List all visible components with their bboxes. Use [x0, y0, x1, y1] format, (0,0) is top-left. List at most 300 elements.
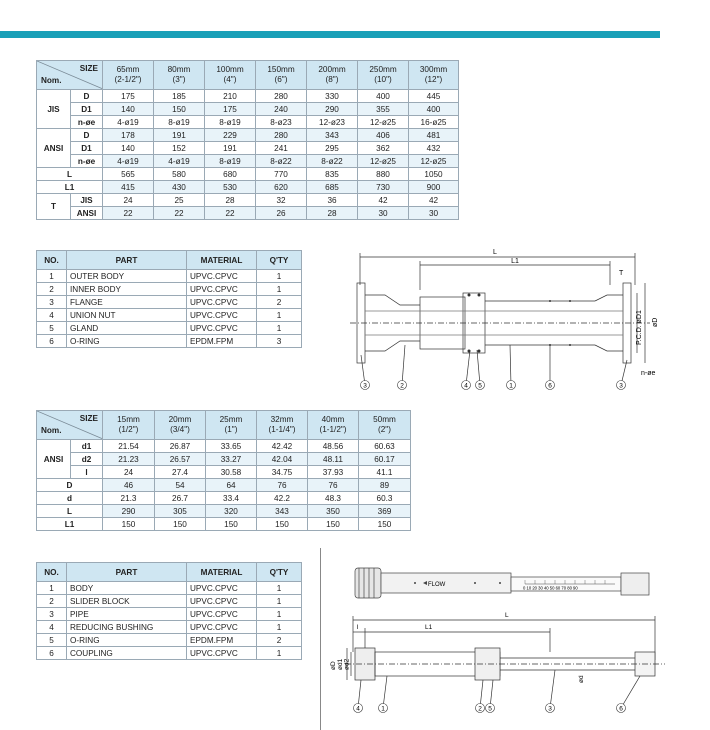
table-cell: 406 [358, 129, 409, 142]
table-cell: 880 [358, 168, 409, 181]
table-cell: 3 [257, 335, 302, 348]
table-cell: 1 [257, 270, 302, 283]
table-cell: 5 [37, 322, 67, 335]
table-cell: 28 [205, 194, 256, 207]
table-cell: 4 [37, 309, 67, 322]
table-cell: 355 [358, 103, 409, 116]
table-row [37, 181, 459, 194]
table-cell: 280 [256, 90, 307, 103]
size-header [155, 411, 206, 440]
table-cell: 320 [206, 505, 257, 518]
group-label-D: D [37, 479, 103, 492]
group-label-L: L [37, 505, 103, 518]
table-row [37, 335, 302, 348]
table-cell: 21.23 [103, 453, 155, 466]
nom-label: Nom. [41, 76, 62, 85]
table-row [37, 142, 459, 155]
table-row [37, 322, 302, 335]
table-cell: 770 [256, 168, 307, 181]
table-cell: UPVC.CPVC [187, 608, 257, 621]
table-cell: 350 [308, 505, 359, 518]
table-cell: 680 [205, 168, 256, 181]
table-cell: (1") [224, 425, 238, 434]
table-cell: (8") [325, 75, 339, 84]
table-cell: 33.27 [206, 453, 257, 466]
table-cell: 4-ø19 [103, 116, 154, 129]
table-cell: 241 [256, 142, 307, 155]
size-header [359, 411, 411, 440]
table-cell: 150 [308, 518, 359, 531]
table-cell: O-RING [67, 335, 187, 348]
size-label: SIZE [79, 414, 98, 423]
table-cell: (4") [223, 75, 237, 84]
dim-ne-label: n-øe [641, 370, 656, 377]
row-label: d2 [71, 453, 103, 466]
table-row [37, 608, 302, 621]
size-header [103, 411, 155, 440]
table-row [37, 634, 302, 647]
size-header [103, 61, 154, 90]
table-cell: 152 [154, 142, 205, 155]
table-cell: 432 [409, 142, 459, 155]
callout: 1 [381, 705, 385, 713]
table-row [37, 479, 411, 492]
table-cell: 2 [257, 296, 302, 309]
table-cell: 54 [155, 479, 206, 492]
callout: 1 [509, 382, 513, 390]
table-cell: 4-ø19 [103, 155, 154, 168]
table-cell: O-RING [67, 634, 187, 647]
table-row [37, 466, 411, 479]
table-cell: 1 [257, 595, 302, 608]
table-cell: PART [67, 563, 187, 582]
table-cell: 32 [256, 194, 307, 207]
table-cell: (2") [378, 425, 391, 434]
table-cell: 32mm [270, 415, 294, 424]
table-cell: 900 [409, 181, 459, 194]
table-cell: 24 [103, 466, 155, 479]
table-cell: (1-1/2") [319, 425, 347, 434]
callout: 6 [619, 705, 623, 713]
table-cell: 6 [37, 335, 67, 348]
row-label: D1 [71, 142, 103, 155]
table-cell: 5 [37, 634, 67, 647]
flange-joint-drawing [345, 245, 670, 395]
callout: 5 [488, 705, 492, 713]
table-cell: NO. [37, 563, 67, 582]
table-cell: 46 [103, 479, 155, 492]
table-cell: 24 [103, 194, 154, 207]
table-cell: 40mm [321, 415, 345, 424]
table-row [37, 595, 302, 608]
dim-L1-label: L1 [511, 258, 519, 265]
table-cell: 343 [307, 129, 358, 142]
table-cell: 1 [257, 322, 302, 335]
table-cell: INNER BODY [67, 283, 187, 296]
table-cell: 1050 [409, 168, 459, 181]
table-cell: 2 [37, 595, 67, 608]
nom-label: Nom. [41, 426, 62, 435]
dim-l-label: l [357, 624, 359, 631]
table-cell: 362 [358, 142, 409, 155]
table-cell: EPDM.FPM [187, 634, 257, 647]
table-cell: 1 [257, 582, 302, 595]
table-cell: 835 [307, 168, 358, 181]
table-cell: 1 [37, 270, 67, 283]
table-cell: UPVC.CPVC [187, 595, 257, 608]
table-cell: 37.93 [308, 466, 359, 479]
table-cell: MATERIAL [187, 251, 257, 270]
table-row [37, 296, 302, 309]
table-cell: (1-1/4") [268, 425, 296, 434]
row-label: n-øe [71, 155, 103, 168]
group-label-jis: JIS [37, 90, 71, 129]
table-cell: 150 [257, 518, 308, 531]
callout: 3 [548, 705, 552, 713]
group-label-l: L [37, 168, 103, 181]
table-cell: 26.7 [155, 492, 206, 505]
size-nom-header-cell [37, 61, 103, 90]
table-cell: UPVC.CPVC [187, 322, 257, 335]
table-cell: 42.04 [257, 453, 308, 466]
table-cell: Q'TY [257, 251, 302, 270]
table-cell: (3") [172, 75, 186, 84]
callout: 2 [478, 705, 482, 713]
table-cell: 330 [307, 90, 358, 103]
dim-od2-label: ød2 [343, 658, 351, 670]
group-label-ansi: ANSI [37, 440, 71, 479]
size-header [358, 61, 409, 90]
table-cell: 210 [205, 90, 256, 103]
table-row [37, 103, 459, 116]
table-cell: 12-ø25 [409, 155, 459, 168]
table-cell: COUPLING [67, 647, 187, 660]
callout: 6 [548, 382, 552, 390]
table-row [37, 155, 459, 168]
table-cell: 76 [257, 479, 308, 492]
row-label: l [71, 466, 103, 479]
table-cell: 240 [256, 103, 307, 116]
flange-expansion-joint-spec-table [36, 60, 459, 220]
table-cell: 280 [256, 129, 307, 142]
dim-oD-label: øD [330, 661, 337, 670]
table-cell: (1/2") [118, 425, 139, 434]
table-cell: BODY [67, 582, 187, 595]
table-cell: 42.2 [257, 492, 308, 505]
table-cell: 1 [257, 608, 302, 621]
table-cell: 175 [103, 90, 154, 103]
table-cell: 3 [37, 296, 67, 309]
table-cell: 21.54 [103, 440, 155, 453]
table-cell: 26.87 [155, 440, 206, 453]
table-cell: 26 [256, 207, 307, 220]
dim-T-label: T [619, 270, 624, 277]
table-cell: 65mm [116, 65, 140, 74]
table-cell: 12-ø23 [307, 116, 358, 129]
table-cell: 22 [154, 207, 205, 220]
table-cell: 191 [205, 142, 256, 155]
size-header [206, 411, 257, 440]
table-cell: (12") [424, 75, 443, 84]
size-header [154, 61, 205, 90]
section-divider [320, 548, 321, 730]
table-cell: 30.58 [206, 466, 257, 479]
table-cell: 580 [154, 168, 205, 181]
row-label: ANSI [71, 207, 103, 220]
table-cell: (3/4") [170, 425, 190, 434]
parts-table-1 [36, 250, 302, 348]
table-cell: 140 [103, 142, 154, 155]
table-cell: 36 [307, 194, 358, 207]
table-cell: 3 [37, 608, 67, 621]
table-cell: 60.17 [359, 453, 411, 466]
callout: 5 [478, 382, 482, 390]
table-row [37, 492, 411, 505]
row-label: D1 [71, 103, 103, 116]
table-cell: 343 [257, 505, 308, 518]
table-cell: 290 [103, 505, 155, 518]
table-cell: 48.56 [308, 440, 359, 453]
table-cell: 89 [359, 479, 411, 492]
table-cell: 64 [206, 479, 257, 492]
table-cell: UPVC.CPVC [187, 270, 257, 283]
size-label: SIZE [79, 64, 98, 73]
table-row [37, 440, 411, 453]
table-cell: 28 [307, 207, 358, 220]
table-row [37, 453, 411, 466]
table-row [37, 283, 302, 296]
table-cell: 415 [103, 181, 154, 194]
table-cell: 530 [205, 181, 256, 194]
size-header [307, 61, 358, 90]
group-label-ansi: ANSI [37, 129, 71, 168]
table-cell: FLANGE [67, 296, 187, 309]
row-label: D [71, 129, 103, 142]
table-cell: 8-ø22 [256, 155, 307, 168]
table-cell: 8-ø19 [205, 155, 256, 168]
table-cell: 290 [307, 103, 358, 116]
table-cell: 2 [37, 283, 67, 296]
table-cell: 8-ø19 [205, 116, 256, 129]
table-cell: 565 [103, 168, 154, 181]
size-header [205, 61, 256, 90]
table-cell: 400 [358, 90, 409, 103]
size-header [409, 61, 459, 90]
top-accent-bar [0, 31, 660, 38]
table-cell: PIPE [67, 608, 187, 621]
table-cell: 730 [358, 181, 409, 194]
table-cell: UPVC.CPVC [187, 582, 257, 595]
table-cell: REDUCING BUSHING [67, 621, 187, 634]
table-cell: 60.3 [359, 492, 411, 505]
table-cell: 1 [257, 647, 302, 660]
table-cell: 16-ø25 [409, 116, 459, 129]
table-cell: 48.11 [308, 453, 359, 466]
parts-header-row [37, 563, 302, 582]
dim-od-label: ød [578, 675, 585, 683]
table-cell: 50mm [373, 415, 396, 424]
table-row [37, 518, 411, 531]
table-cell: 620 [256, 181, 307, 194]
size-header [257, 411, 308, 440]
table-cell: 8-ø19 [154, 116, 205, 129]
table-cell: 400 [409, 103, 459, 116]
table-cell: 150mm [267, 65, 295, 74]
table-row [37, 582, 302, 595]
row-label: n-øe [71, 116, 103, 129]
table-cell: 1 [37, 582, 67, 595]
group-label-l1: L1 [37, 181, 103, 194]
table-cell: 175 [205, 103, 256, 116]
table-cell: 300mm [419, 65, 448, 74]
size-header [308, 411, 359, 440]
table-cell: 22 [103, 207, 154, 220]
row-label: JIS [71, 194, 103, 207]
table-row [37, 168, 459, 181]
table-cell: 8-ø23 [256, 116, 307, 129]
parts-table-2 [36, 562, 302, 660]
table-cell: (6") [274, 75, 288, 84]
table-cell: 191 [154, 129, 205, 142]
table-cell: 150 [359, 518, 411, 531]
table-cell: 685 [307, 181, 358, 194]
group-label-L1: L1 [37, 518, 103, 531]
table-cell: 27.4 [155, 466, 206, 479]
table-cell: 80mm [167, 65, 191, 74]
callout: 3 [619, 382, 623, 390]
table-cell: 12-ø25 [358, 155, 409, 168]
table-cell: 178 [103, 129, 154, 142]
callout: 3 [363, 382, 367, 390]
table-cell: 1 [257, 283, 302, 296]
table-cell: 4 [37, 621, 67, 634]
table-cell: UPVC.CPVC [187, 621, 257, 634]
flow-label: FLOW [428, 582, 446, 588]
table-cell: 229 [205, 129, 256, 142]
dim-L-label: L [493, 249, 497, 256]
table-cell: 150 [155, 518, 206, 531]
table-cell: 6 [37, 647, 67, 660]
table-row [37, 309, 302, 322]
table-cell: 1 [257, 621, 302, 634]
table-cell: 20mm [168, 415, 192, 424]
table-cell: (2-1/2") [114, 75, 142, 84]
table-cell: 305 [155, 505, 206, 518]
callout: 4 [356, 705, 360, 713]
table-cell: MATERIAL [187, 563, 257, 582]
callout: 4 [464, 382, 468, 390]
table-cell: 250mm [369, 65, 397, 74]
table-cell: 76 [308, 479, 359, 492]
table-cell: 60.63 [359, 440, 411, 453]
dim-L-label: L [505, 612, 509, 619]
scale-label: 0 10 20 30 40 50 60 70 80 90 [523, 585, 578, 591]
table-cell: PART [67, 251, 187, 270]
table-cell: 25mm [219, 415, 243, 424]
table-cell: 369 [359, 505, 411, 518]
table-cell: 4-ø19 [154, 155, 205, 168]
table-cell: Q'TY [257, 563, 302, 582]
table-row [37, 621, 302, 634]
table-cell: 33.4 [206, 492, 257, 505]
table-cell: 100mm [216, 65, 244, 74]
table-row [37, 647, 302, 660]
table-cell: 22 [205, 207, 256, 220]
table-cell: 185 [154, 90, 205, 103]
table-cell: GLAND [67, 322, 187, 335]
group-label-t: T [37, 194, 71, 220]
table-cell: 140 [103, 103, 154, 116]
table-cell: 12-ø25 [358, 116, 409, 129]
row-label: D [71, 90, 103, 103]
group-label-d: d [37, 492, 103, 505]
table-cell: 33.65 [206, 440, 257, 453]
table-cell: UNION NUT [67, 309, 187, 322]
table-cell: SLIDER BLOCK [67, 595, 187, 608]
table-cell: OUTER BODY [67, 270, 187, 283]
expansion-joint-drawing [325, 560, 670, 725]
table-cell: NO. [37, 251, 67, 270]
table-cell: UPVC.CPVC [187, 283, 257, 296]
table-row [37, 207, 459, 220]
table-cell: 150 [103, 518, 155, 531]
table-row [37, 194, 459, 207]
table-cell: (10") [374, 75, 392, 84]
table-cell: UPVC.CPVC [187, 309, 257, 322]
table-cell: 15mm [117, 415, 140, 424]
table-cell: UPVC.CPVC [187, 647, 257, 660]
table-cell: 445 [409, 90, 459, 103]
table-cell: 150 [206, 518, 257, 531]
table-row [37, 90, 459, 103]
table-row [37, 505, 411, 518]
table-cell: 42 [358, 194, 409, 207]
table-cell: 42 [409, 194, 459, 207]
table-cell: 430 [154, 181, 205, 194]
dim-L1-label: L1 [425, 624, 433, 631]
table-cell: 25 [154, 194, 205, 207]
table-cell: 150 [154, 103, 205, 116]
table-cell: 295 [307, 142, 358, 155]
table-cell: 200mm [318, 65, 346, 74]
table-cell: 30 [358, 207, 409, 220]
table-cell: 34.75 [257, 466, 308, 479]
table-cell: 42.42 [257, 440, 308, 453]
table-cell: 48.3 [308, 492, 359, 505]
expansion-joint-spec-table [36, 410, 411, 531]
callout: 2 [400, 382, 404, 390]
table-cell: 481 [409, 129, 459, 142]
table-cell: 21.3 [103, 492, 155, 505]
table-cell: EPDM.FPM [187, 335, 257, 348]
dim-od1-label: ød1 [337, 658, 344, 670]
table-cell: UPVC.CPVC [187, 296, 257, 309]
table-cell: 8-ø22 [307, 155, 358, 168]
table-row [37, 129, 459, 142]
table-cell: 30 [409, 207, 459, 220]
table-cell: 1 [257, 309, 302, 322]
table-row [37, 270, 302, 283]
dim-oD-label: øD [652, 317, 659, 327]
parts-header-row [37, 251, 302, 270]
size-header [256, 61, 307, 90]
size-nom-header-cell [37, 411, 103, 440]
table-cell: 2 [257, 634, 302, 647]
table-cell: 26.57 [155, 453, 206, 466]
table-row [37, 116, 459, 129]
table-cell: 41.1 [359, 466, 411, 479]
row-label: d1 [71, 440, 103, 453]
